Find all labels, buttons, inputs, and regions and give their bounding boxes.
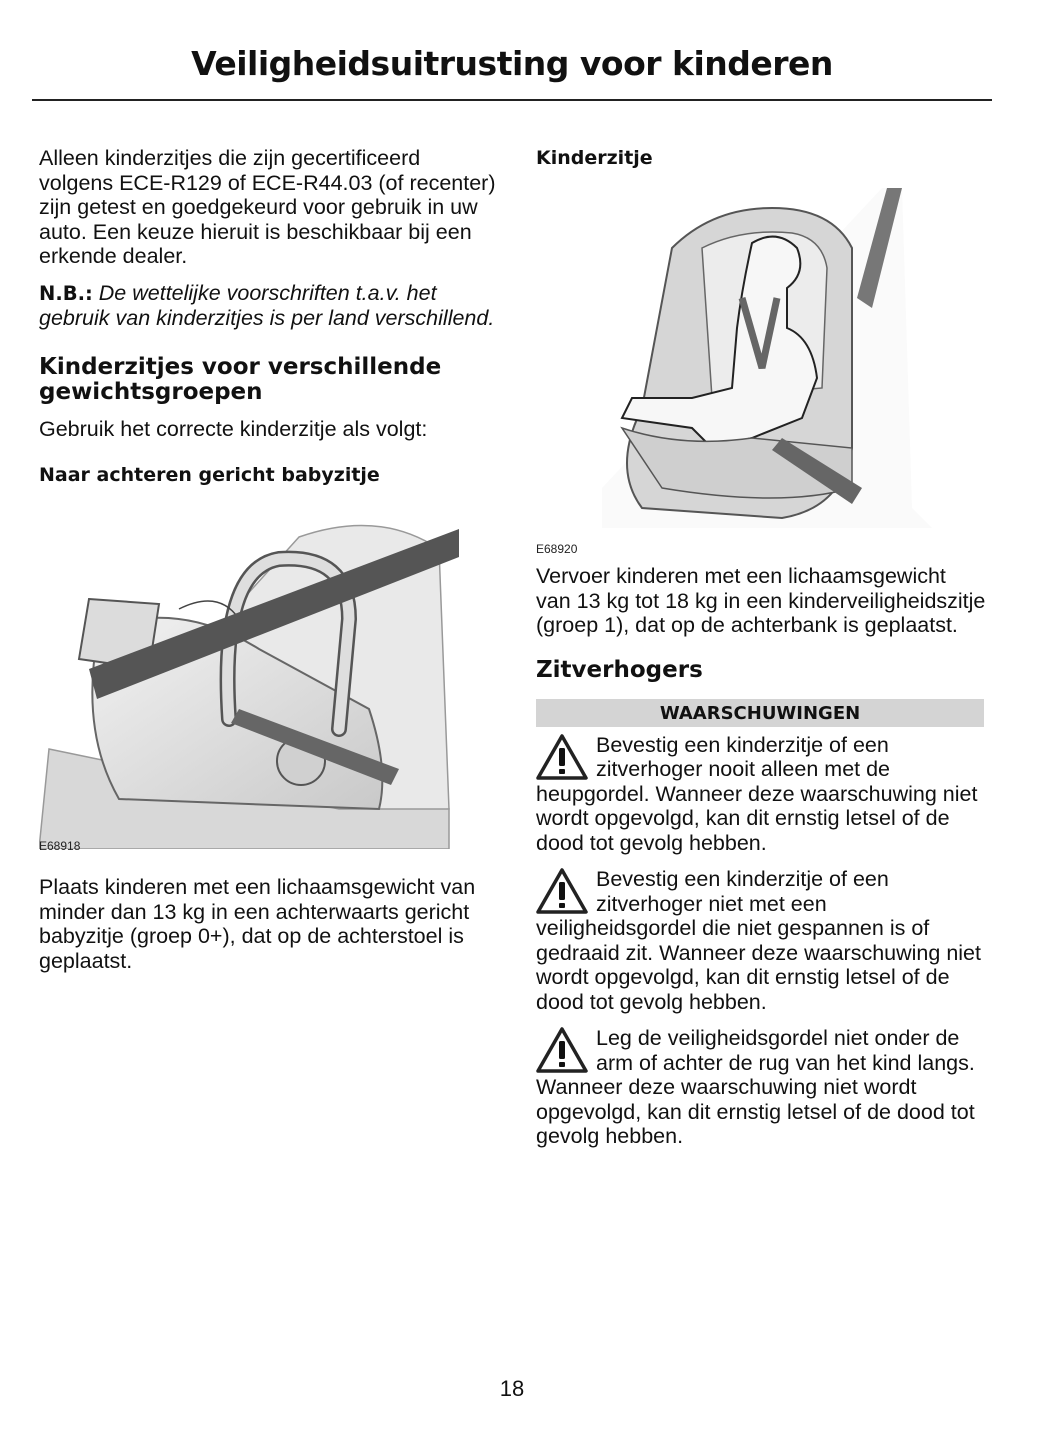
warning-1-text: Bevestig een kinderzitje of een zitverhoger nooit alleen met de heupgordel. Wanneer deze waarschuwing niet wordt opgevolgd, kan dit ernstig letsel of de dood tot gevolg hebben. — [536, 732, 978, 855]
rear-facing-caption: Plaats kinderen met een lichaamsgewicht van minder dan 13 kg in een achterwaarts gericht babyzitje (groep 0+), dat op de achterstoel is geplaatst. — [39, 875, 476, 973]
usage-paragraph: Gebruik het correcte kinderzitje als volgt: — [39, 416, 428, 441]
title-divider — [32, 99, 992, 101]
rear-facing-heading: Naar achteren gericht babyzitje — [39, 464, 380, 486]
warnings-title-bar: WAARSCHUWINGEN — [536, 699, 984, 727]
warning-2-text: Bevestig een kinderzitje of een zitverhoger niet met een veiligheidsgordel die niet gespannen is of gedraaid zit. Wanneer deze waarschuwing niet wordt opgevolgd, kan dit ernstig letsel of de dood tot gevolg hebben. — [536, 867, 981, 1014]
weight-groups-heading: Kinderzitjes voor verschillende gewichtsgroepen — [39, 353, 442, 405]
warning-1 — [536, 733, 986, 856]
warning-triangle-icon — [536, 1026, 588, 1074]
note-label: N.B.: — [39, 281, 93, 305]
warning-2 — [536, 867, 986, 1014]
warning-3-text: Leg de veiligheidsgordel niet onder de arm of achter de rug van het kind langs. Wanneer deze waarschuwing niet wordt opgevolgd, kan dit ernstig letsel of de dood tot gevolg hebben. — [536, 1026, 975, 1148]
warning-triangle-icon — [536, 733, 588, 781]
child-seat-figure — [536, 188, 972, 558]
child-seat-caption: Vervoer kinderen met een lichaamsgewicht van 13 kg tot 18 kg in een kinderveiligheidszitje (groep 1), dat op de achterbank is geplaatst. — [536, 564, 986, 637]
figure-code-e68918: E68918 — [39, 839, 81, 853]
warning-triangle-icon — [536, 867, 588, 915]
warning-3 — [536, 1026, 986, 1149]
left-column — [39, 146, 499, 973]
note-text: De wettelijke voorschriften t.a.v. het gebruik van kinderzitjes is per land verschillend. — [39, 280, 495, 330]
right-column — [536, 146, 986, 1149]
page-number: 18 — [499, 1376, 525, 1401]
note-paragraph — [39, 281, 499, 331]
booster-seats-heading: Zitverhogers — [536, 656, 703, 683]
rear-facing-seat-illustration — [39, 509, 459, 849]
page-title: Veiligheidsuitrusting voor kinderen — [191, 44, 833, 83]
figure-code-e68920: E68920 — [536, 542, 578, 556]
child-seat-heading: Kinderzitje — [536, 147, 653, 169]
intro-paragraph: Alleen kinderzitjes die zijn gecertificeerd volgens ECE-R129 of ECE-R44.03 (of recenter) zijn getest en goedgekeurd voor gebruik in uw auto. Een keuze hieruit is beschikbaar bij een erkende dealer. — [39, 146, 496, 268]
rear-facing-seat-figure — [39, 509, 459, 853]
child-seat-illustration — [602, 188, 972, 528]
